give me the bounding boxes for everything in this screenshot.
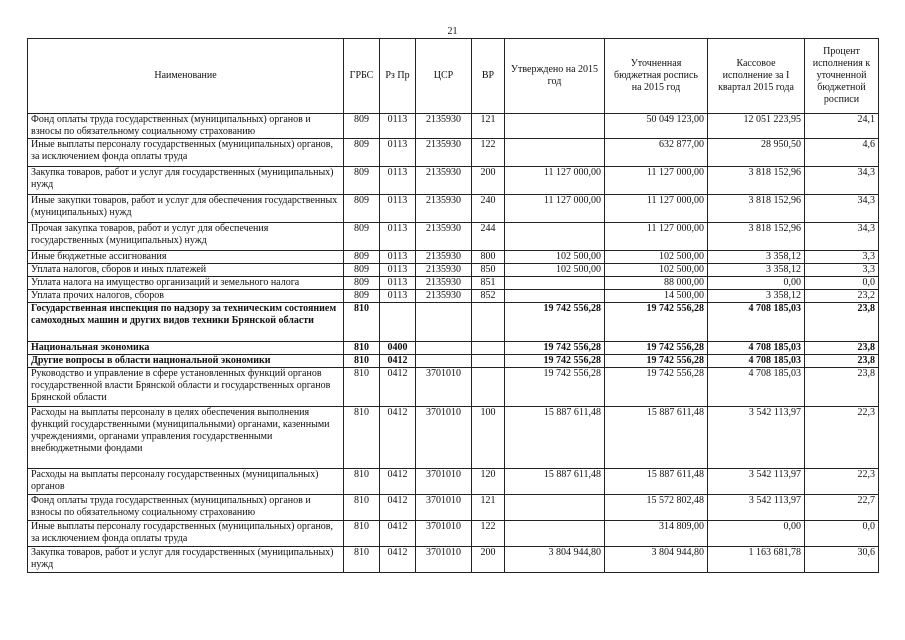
table-row	[28, 368, 879, 407]
cell-approved	[505, 290, 605, 303]
cell-revised: 19 742 556,28	[605, 342, 708, 355]
cell-name: Иные бюджетные ассигнования	[28, 251, 344, 264]
header-rz-pr: Рз Пр	[380, 39, 416, 114]
cell-cash: 3 358,12	[708, 251, 805, 264]
cell-name: Уплата налогов, сборов и иных платежей	[28, 264, 344, 277]
cell-approved: 19 742 556,28	[505, 303, 605, 342]
cell-approved	[505, 139, 605, 167]
cell-cash: 0,00	[708, 277, 805, 290]
cell-rz-pr: 0412	[380, 547, 416, 573]
header-approved: Утверждено на 2015 год	[505, 39, 605, 114]
cell-grbs: 810	[344, 368, 380, 407]
page-number: 21	[447, 26, 458, 37]
cell-vr: 850	[472, 264, 505, 277]
cell-cash: 4 708 185,03	[708, 355, 805, 368]
table-row	[28, 355, 879, 368]
cell-grbs: 810	[344, 495, 380, 521]
cell-csr: 2135930	[416, 223, 472, 251]
cell-approved	[505, 495, 605, 521]
cell-vr: 200	[472, 547, 505, 573]
cell-vr	[472, 368, 505, 407]
cell-revised: 14 500,00	[605, 290, 708, 303]
header-revised: Уточненная бюджетная роспись на 2015 год	[605, 39, 708, 114]
cell-csr: 2135930	[416, 251, 472, 264]
cell-csr: 2135930	[416, 277, 472, 290]
cell-rz-pr: 0412	[380, 469, 416, 495]
cell-cash: 4 708 185,03	[708, 368, 805, 407]
table-row	[28, 521, 879, 547]
cell-rz-pr: 0400	[380, 342, 416, 355]
header-csr: ЦСР	[416, 39, 472, 114]
cell-rz-pr: 0113	[380, 139, 416, 167]
cell-vr: 122	[472, 139, 505, 167]
cell-cash: 28 950,50	[708, 139, 805, 167]
cell-vr: 100	[472, 407, 505, 469]
cell-vr	[472, 342, 505, 355]
cell-revised: 102 500,00	[605, 264, 708, 277]
cell-grbs: 809	[344, 277, 380, 290]
cell-revised: 19 742 556,28	[605, 303, 708, 342]
cell-vr: 800	[472, 251, 505, 264]
cell-cash: 3 818 152,96	[708, 195, 805, 223]
cell-vr: 122	[472, 521, 505, 547]
cell-csr: 2135930	[416, 167, 472, 195]
cell-approved: 3 804 944,80	[505, 547, 605, 573]
cell-revised: 11 127 000,00	[605, 167, 708, 195]
cell-percent: 23,8	[805, 368, 879, 407]
cell-percent: 3,3	[805, 264, 879, 277]
header-grbs: ГРБС	[344, 39, 380, 114]
cell-grbs: 810	[344, 547, 380, 573]
cell-grbs: 810	[344, 521, 380, 547]
cell-percent: 24,1	[805, 114, 879, 139]
cell-name: Уплата налога на имущество организаций и земельного налога	[28, 277, 344, 290]
table-row	[28, 407, 879, 469]
cell-name: Иные выплаты персоналу государственных (муниципальных) органов, за исключением фонда оплаты труда	[28, 139, 344, 167]
cell-approved: 11 127 000,00	[505, 195, 605, 223]
cell-grbs: 809	[344, 195, 380, 223]
cell-cash: 3 542 113,97	[708, 495, 805, 521]
table-row	[28, 195, 879, 223]
cell-cash: 3 818 152,96	[708, 223, 805, 251]
cell-rz-pr: 0113	[380, 290, 416, 303]
cell-name: Закупка товаров, работ и услуг для государственных (муниципальных) нужд	[28, 547, 344, 573]
table-row	[28, 114, 879, 139]
cell-percent: 22,7	[805, 495, 879, 521]
cell-cash: 4 708 185,03	[708, 342, 805, 355]
cell-cash: 12 051 223,95	[708, 114, 805, 139]
cell-percent: 22,3	[805, 407, 879, 469]
cell-cash: 3 818 152,96	[708, 167, 805, 195]
cell-name: Расходы на выплаты персоналу государственных (муниципальных) органов	[28, 469, 344, 495]
cell-rz-pr	[380, 303, 416, 342]
cell-csr: 2135930	[416, 195, 472, 223]
table-row	[28, 547, 879, 573]
cell-name: Другие вопросы в области национальной экономики	[28, 355, 344, 368]
cell-vr: 200	[472, 167, 505, 195]
cell-approved: 102 500,00	[505, 251, 605, 264]
cell-grbs: 809	[344, 167, 380, 195]
cell-cash: 3 542 113,97	[708, 469, 805, 495]
cell-rz-pr: 0113	[380, 277, 416, 290]
cell-name: Фонд оплаты труда государственных (муниципальных) органов и взносы по обязательному социальному страхованию	[28, 114, 344, 139]
cell-rz-pr: 0113	[380, 167, 416, 195]
cell-approved: 19 742 556,28	[505, 368, 605, 407]
cell-grbs: 810	[344, 303, 380, 342]
cell-name: Государственная инспекция по надзору за техническим состоянием самоходных машин и других видов техники Брянской области	[28, 303, 344, 342]
cell-percent: 3,3	[805, 251, 879, 264]
cell-rz-pr: 0113	[380, 195, 416, 223]
budget-table	[27, 38, 879, 573]
table-row	[28, 290, 879, 303]
cell-percent: 23,8	[805, 355, 879, 368]
cell-vr: 852	[472, 290, 505, 303]
table-row	[28, 469, 879, 495]
cell-name: Прочая закупка товаров, работ и услуг для обеспечения государственных (муниципальных) нужд	[28, 223, 344, 251]
cell-revised: 88 000,00	[605, 277, 708, 290]
cell-csr	[416, 355, 472, 368]
cell-revised: 19 742 556,28	[605, 368, 708, 407]
header-vr: ВР	[472, 39, 505, 114]
cell-cash: 3 358,12	[708, 290, 805, 303]
cell-percent: 34,3	[805, 167, 879, 195]
header-name: Наименование	[28, 39, 344, 114]
table-row	[28, 139, 879, 167]
cell-revised: 50 049 123,00	[605, 114, 708, 139]
cell-percent: 34,3	[805, 195, 879, 223]
cell-approved: 15 887 611,48	[505, 407, 605, 469]
cell-grbs: 810	[344, 355, 380, 368]
table-header-row	[28, 39, 879, 114]
cell-rz-pr: 0412	[380, 407, 416, 469]
table-row	[28, 495, 879, 521]
cell-revised: 102 500,00	[605, 251, 708, 264]
table-row	[28, 223, 879, 251]
cell-grbs: 810	[344, 469, 380, 495]
cell-revised: 3 804 944,80	[605, 547, 708, 573]
cell-csr: 2135930	[416, 264, 472, 277]
table-row	[28, 167, 879, 195]
cell-rz-pr: 0113	[380, 223, 416, 251]
cell-grbs: 809	[344, 264, 380, 277]
cell-revised: 11 127 000,00	[605, 195, 708, 223]
cell-percent: 30,6	[805, 547, 879, 573]
cell-approved: 19 742 556,28	[505, 355, 605, 368]
cell-vr: 121	[472, 114, 505, 139]
cell-percent: 23,8	[805, 303, 879, 342]
cell-grbs: 809	[344, 251, 380, 264]
cell-csr: 2135930	[416, 139, 472, 167]
header-percent: Процент исполнения к уточненной бюджетной росписи	[805, 39, 879, 114]
cell-grbs: 810	[344, 407, 380, 469]
cell-revised: 314 809,00	[605, 521, 708, 547]
cell-vr	[472, 355, 505, 368]
cell-grbs: 809	[344, 139, 380, 167]
cell-name: Руководство и управление в сфере установленных функций органов государственной власти Брянской области и государственных органов Брянской области	[28, 368, 344, 407]
cell-rz-pr: 0113	[380, 114, 416, 139]
cell-name: Уплата прочих налогов, сборов	[28, 290, 344, 303]
cell-revised: 15 887 611,48	[605, 469, 708, 495]
cell-rz-pr: 0412	[380, 495, 416, 521]
cell-name: Расходы на выплаты персоналу в целях обеспечения выполнения функций государственными (муниципальными) органами, казенными учреждениями, органами управления государственными внебюджетными фондами	[28, 407, 344, 469]
cell-csr: 3701010	[416, 521, 472, 547]
cell-rz-pr: 0412	[380, 521, 416, 547]
cell-vr: 240	[472, 195, 505, 223]
cell-approved	[505, 277, 605, 290]
cell-revised: 11 127 000,00	[605, 223, 708, 251]
cell-csr	[416, 303, 472, 342]
table-row	[28, 342, 879, 355]
table-row	[28, 277, 879, 290]
cell-grbs: 809	[344, 290, 380, 303]
cell-csr: 3701010	[416, 547, 472, 573]
cell-percent: 23,2	[805, 290, 879, 303]
cell-vr: 851	[472, 277, 505, 290]
cell-revised: 19 742 556,28	[605, 355, 708, 368]
cell-percent: 0,0	[805, 277, 879, 290]
cell-cash: 1 163 681,78	[708, 547, 805, 573]
table-row	[28, 251, 879, 264]
cell-csr: 2135930	[416, 114, 472, 139]
cell-approved: 19 742 556,28	[505, 342, 605, 355]
table-row	[28, 264, 879, 277]
cell-revised: 15 572 802,48	[605, 495, 708, 521]
cell-revised: 632 877,00	[605, 139, 708, 167]
cell-percent: 4,6	[805, 139, 879, 167]
cell-percent: 23,8	[805, 342, 879, 355]
cell-cash: 4 708 185,03	[708, 303, 805, 342]
cell-percent: 0,0	[805, 521, 879, 547]
cell-csr: 3701010	[416, 368, 472, 407]
cell-csr: 2135930	[416, 290, 472, 303]
table-body	[28, 114, 879, 573]
cell-approved: 102 500,00	[505, 264, 605, 277]
cell-vr: 120	[472, 469, 505, 495]
cell-csr: 3701010	[416, 407, 472, 469]
cell-rz-pr: 0113	[380, 264, 416, 277]
cell-name: Иные закупки товаров, работ и услуг для обеспечения государственных (муниципальных) нужд	[28, 195, 344, 223]
cell-rz-pr: 0113	[380, 251, 416, 264]
table-row	[28, 303, 879, 342]
cell-percent: 34,3	[805, 223, 879, 251]
cell-grbs: 810	[344, 342, 380, 355]
cell-cash: 0,00	[708, 521, 805, 547]
cell-cash: 3 358,12	[708, 264, 805, 277]
cell-grbs: 809	[344, 223, 380, 251]
cell-name: Фонд оплаты труда государственных (муниципальных) органов и взносы по обязательному социальному страхованию	[28, 495, 344, 521]
cell-approved	[505, 223, 605, 251]
cell-name: Национальная экономика	[28, 342, 344, 355]
cell-grbs: 809	[344, 114, 380, 139]
header-cash: Кассовое исполнение за I квартал 2015 года	[708, 39, 805, 114]
cell-approved	[505, 114, 605, 139]
cell-csr	[416, 342, 472, 355]
cell-rz-pr: 0412	[380, 368, 416, 407]
cell-csr: 3701010	[416, 469, 472, 495]
cell-approved: 11 127 000,00	[505, 167, 605, 195]
cell-percent: 22,3	[805, 469, 879, 495]
cell-name: Иные выплаты персоналу государственных (муниципальных) органов, за исключением фонда оплаты труда	[28, 521, 344, 547]
cell-rz-pr: 0412	[380, 355, 416, 368]
cell-vr	[472, 303, 505, 342]
cell-revised: 15 887 611,48	[605, 407, 708, 469]
cell-csr: 3701010	[416, 495, 472, 521]
cell-approved	[505, 521, 605, 547]
cell-name: Закупка товаров, работ и услуг для государственных (муниципальных) нужд	[28, 167, 344, 195]
cell-approved: 15 887 611,48	[505, 469, 605, 495]
cell-vr: 244	[472, 223, 505, 251]
cell-cash: 3 542 113,97	[708, 407, 805, 469]
cell-vr: 121	[472, 495, 505, 521]
